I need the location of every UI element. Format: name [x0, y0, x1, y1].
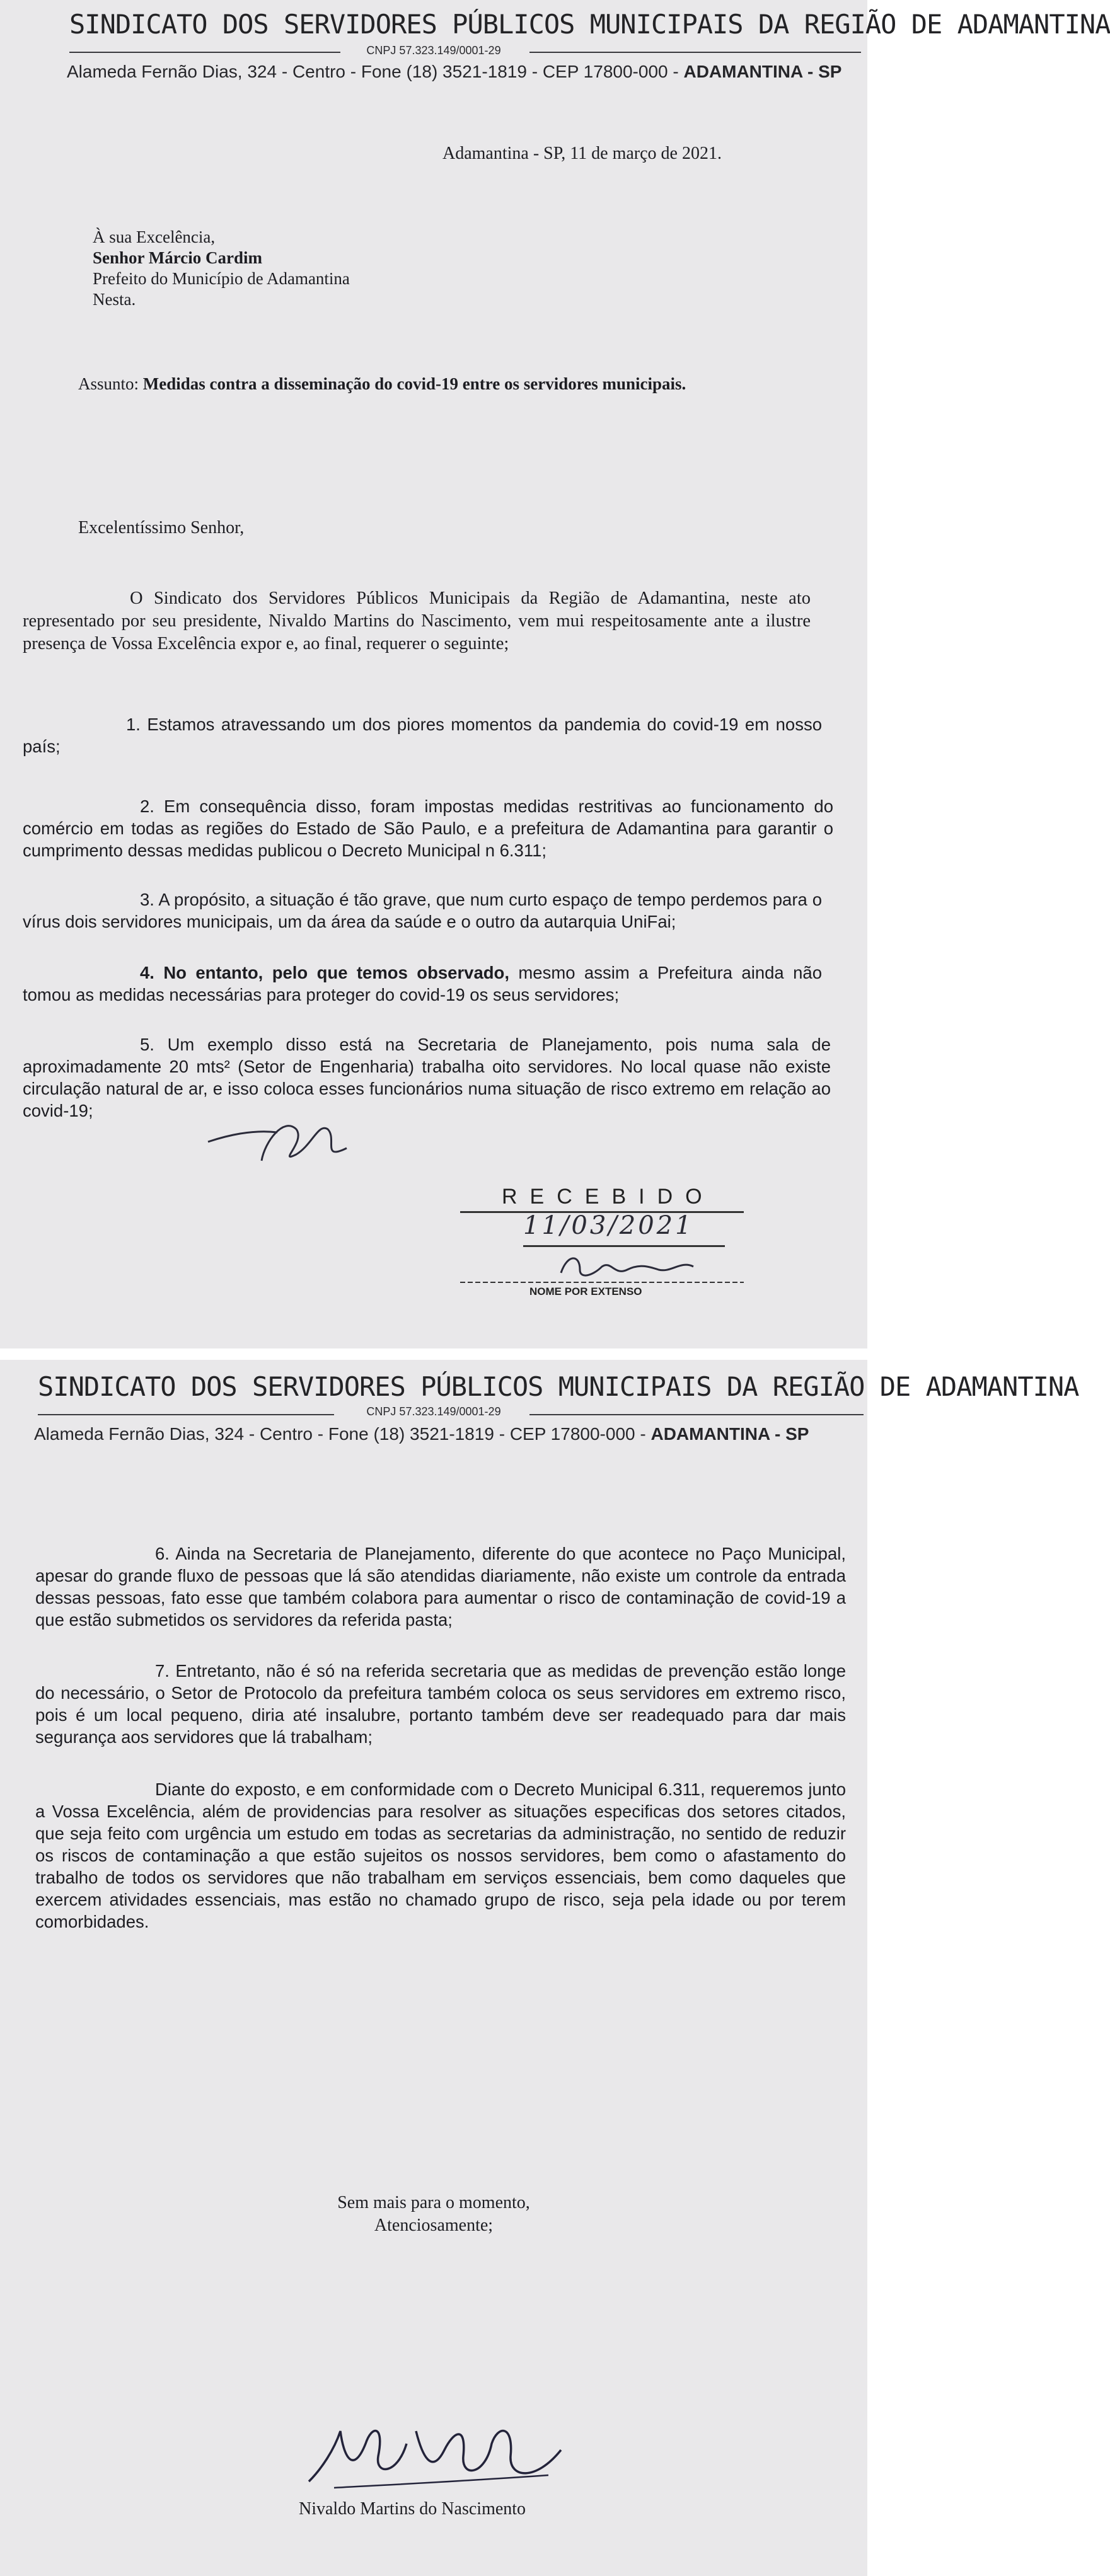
letterhead-cnpj: CNPJ 57.323.149/0001-29: [366, 1405, 501, 1418]
item-1-paragraph: 1. Estamos atravessando um dos piores momentos da pandemia do covid-19 em nosso país;: [23, 715, 822, 756]
item-7-paragraph: 7. Entretanto, não é só na referida secretaria que as medidas de prevenção estão longe do necessário, o Setor de Protocolo da prefeitura também coloca os seus servidores em extremo risco, pois é um local pequeno, diria até insalubre, portanto também deve ser readequado para dar mais segurança aos servidores que lá trabalham;: [35, 1661, 846, 1747]
stamp-rule-date: [523, 1245, 725, 1247]
page1-rubric-icon: [202, 1104, 366, 1173]
stamp-rule-bottom: [460, 1282, 744, 1283]
stamp-signature-icon: [555, 1248, 700, 1285]
subject-label: Assunto:: [78, 374, 143, 393]
stamp-label: RECEBIDO: [502, 1185, 715, 1209]
closing-line-2: Atenciosamente;: [374, 2216, 494, 2235]
letterhead-address-street: Alameda Fernão Dias, 324 - Centro - Fone (18) 3521-1819 - CEP 17800-000 -: [67, 62, 684, 81]
letterhead-rule-left: [69, 52, 340, 53]
letter-date: Adamantina - SP, 11 de março de 2021.: [442, 144, 722, 163]
president-signature-icon: [296, 2406, 586, 2507]
recipient-line-2: Senhor Márcio Cardim: [93, 248, 262, 267]
item-2-paragraph: 2. Em consequência disso, foram impostas medidas restritivas ao funcionamento do comércio em todas as regiões do Estado de São Paulo, e a prefeitura de Adamantina para garantir o cumprimento dessas medidas publicou o Decreto Municipal n 6.311;: [23, 796, 833, 860]
letterhead-title: SINDICATO DOS SERVIDORES PÚBLICOS MUNICIPAIS DA REGIÃO DE ADAMANTINA: [38, 1371, 1079, 1402]
closing-line-1: Sem mais para o momento,: [337, 2193, 530, 2212]
stamp-date: 11/03/2021: [523, 1211, 694, 1240]
letterhead-address-city: ADAMANTINA - SP: [683, 62, 842, 81]
recipient-line-1: À sua Excelência,: [93, 227, 216, 246]
letterhead-address: [34, 1424, 809, 1444]
intro-paragraph: O Sindicato dos Servidores Públicos Municipais da Região de Adamantina, neste ato representado por seu presidente, Nivaldo Martins do Nascimento, vem mui respeitosamente ante a ilustre presença de Vossa Excelência expor e, ao final, requerer o seguinte;: [23, 589, 811, 653]
signer-name: Nivaldo Martins do Nascimento: [299, 2499, 526, 2519]
page-separator: [0, 1348, 867, 1360]
letterhead-rule-right: [529, 1414, 864, 1415]
letterhead-address-street: Alameda Fernão Dias, 324 - Centro - Fone (18) 3521-1819 - CEP 17800-000 -: [34, 1424, 651, 1444]
letter-page-2: [0, 1360, 1079, 2576]
item-3-paragraph: 3. A propósito, a situação é tão grave, que num curto espaço de tempo perdemos para o vírus dois servidores municipais, um da área da saúde e o outro da autarquia UniFai;: [23, 890, 822, 931]
recipient-line-4: Nesta.: [93, 290, 136, 309]
letterhead-rule-left: [38, 1414, 334, 1415]
letterhead-cnpj: CNPJ 57.323.149/0001-29: [366, 44, 501, 57]
item-5-paragraph: 5. Um exemplo disso está na Secretaria de Planejamento, pois numa sala de aproximadamente 20 mts² (Setor de Engenharia) trabalha oito servidores. No local quase não existe circulação natural de ar, e isso coloca esses funcionários numa situação de risco extremo em relação ao covid-19;: [23, 1035, 831, 1120]
letterhead-address-city: ADAMANTINA - SP: [650, 1424, 809, 1444]
received-stamp: [460, 1185, 744, 1304]
request-paragraph: Diante do exposto, e em conformidade com o Decreto Municipal 6.311, requeremos junto a Vossa Excelência, além de providencias para resolver as situações especificas dos setores citados, que seja feito com urgência um estudo em todas as secretarias da administração, no sentido de reduzir os riscos de contaminação a que estão sujeitos os nossos servidores, bem como o afastamento do trabalho de todos os servidores que não trabalham em serviços essenciais, bem como daqueles que exercem atividades essenciais, mas estão no chamado grupo de risco, seja pela idade ou por terem comorbidades.: [35, 1780, 846, 1931]
letterhead-address: [67, 62, 841, 82]
item-6-paragraph: 6. Ainda na Secretaria de Planejamento, diferente do que acontece no Paço Municipal, apesar do grande fluxo de pessoas que lá são atendidas diariamente, não existe um controle da entrada dessas pessoas, fato esse que também colabora para aumentar o risco de contaminação de covid-19 a que estão submetidos os servidores da referida pasta;: [35, 1544, 846, 1630]
stamp-footer: NOME POR EXTENSO: [529, 1285, 642, 1297]
letterhead-rule-right: [529, 52, 861, 53]
item-4-rest: mesmo assim a Prefeitura ainda não tomou as medidas necessárias para proteger do covid-19 os seus servidores;: [23, 963, 822, 1004]
item-4-bold: 4. No entanto, pelo que temos observado,: [140, 963, 509, 982]
recipient-block: [93, 227, 350, 310]
subject-text: Medidas contra a disseminação do covid-19 entre os servidores municipais.: [142, 374, 686, 393]
recipient-line-3: Prefeito do Município de Adamantina: [93, 269, 350, 288]
letterhead-title: SINDICATO DOS SERVIDORES PÚBLICOS MUNICIPAIS DA REGIÃO DE ADAMANTINA: [69, 9, 1110, 40]
subject-line: [78, 374, 686, 394]
salutation: Excelentíssimo Senhor,: [78, 518, 245, 538]
item-4-paragraph: [23, 962, 822, 1006]
